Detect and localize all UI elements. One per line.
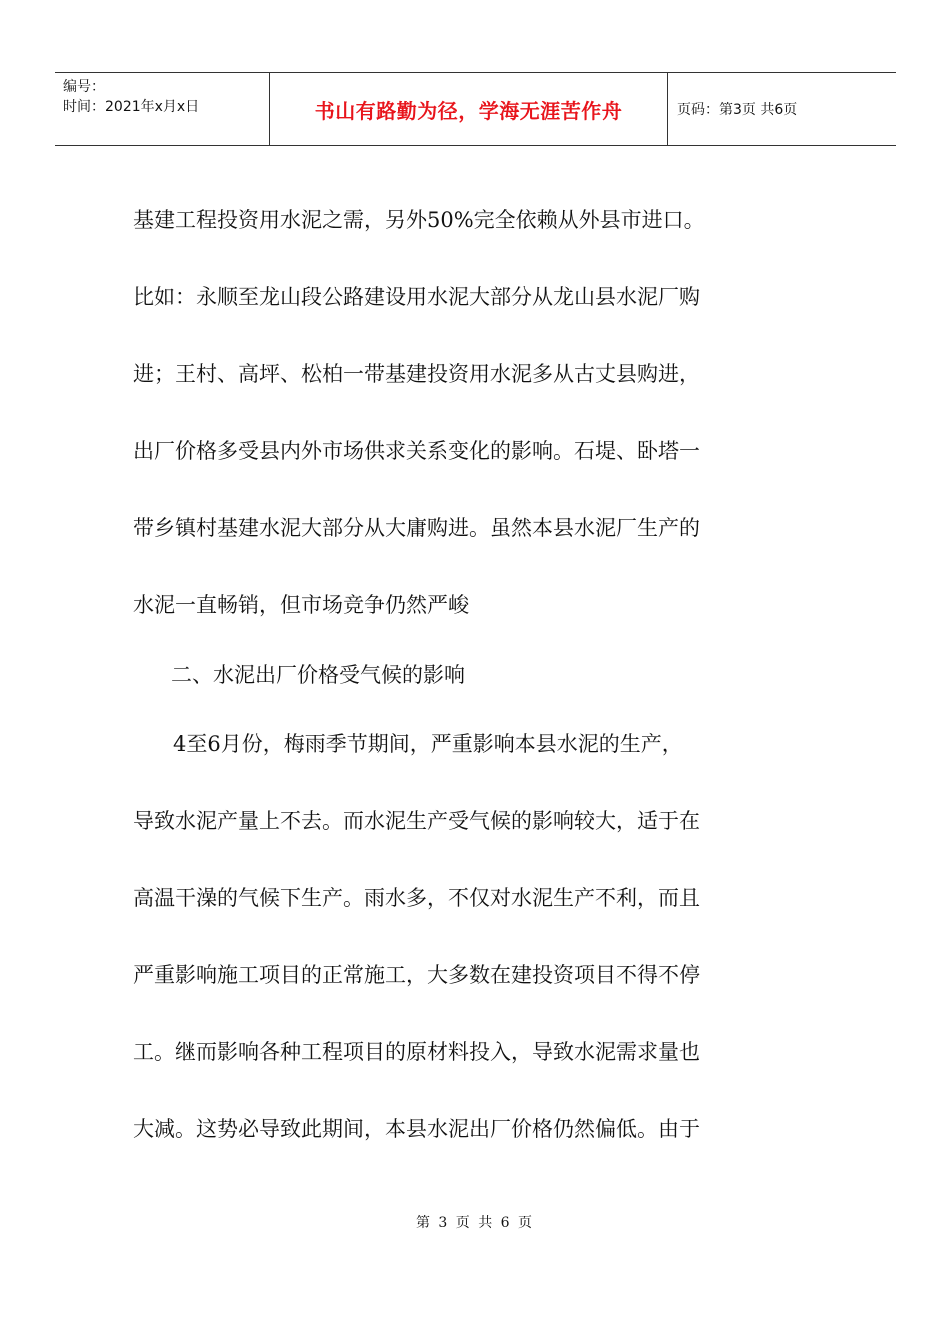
- page-footer: 第 3 页 共 6 页: [415, 1215, 535, 1231]
- body-line: 进；王村、高坪、松柏一带基建投资用水泥多从古丈县购进，: [133, 362, 700, 386]
- body-line: 水泥一直畅销，但市场竞争仍然严峻: [133, 593, 469, 617]
- section-heading: 二、水泥出厂价格受气候的影响: [171, 663, 465, 687]
- body-line: 工。继而影响各种工程项目的原材料投入，导致水泥需求量也: [133, 1040, 700, 1064]
- body-line: 出厂价格多受县内外市场供求关系变化的影响。石堤、卧塔一: [133, 439, 700, 463]
- header-page-label: 页码：第3页 共6页: [677, 102, 798, 118]
- document-body: [133, 182, 783, 1168]
- body-line: 大减。这势必导致此期间，本县水泥出厂价格仍然偏低。由于: [133, 1117, 700, 1141]
- time-label: 时间：2021年x月x日: [63, 99, 200, 115]
- body-line: 严重影响施工项目的正常施工，大多数在建投资项目不得不停: [133, 963, 700, 987]
- header-motto: 书山有路勤为径，学海无涯苦作舟: [314, 98, 623, 123]
- header-divider: [667, 73, 668, 145]
- number-label: 编号：: [63, 79, 105, 95]
- body-line: 带乡镇村基建水泥大部分从大庸购进。虽然本县水泥厂生产的: [133, 516, 700, 540]
- body-line: 4至6月份，梅雨季节期间，严重影响本县水泥的生产，: [173, 732, 683, 756]
- body-line: 导致水泥产量上不去。而水泥生产受气候的影响较大，适于在: [133, 809, 700, 833]
- body-line: 高温干澡的气候下生产。雨水多，不仅对水泥生产不利，而且: [133, 886, 700, 910]
- body-line: 比如：永顺至龙山段公路建设用水泥大部分从龙山县水泥厂购: [133, 285, 700, 309]
- header-meta: [63, 77, 199, 117]
- body-line: 基建工程投资用水泥之需，另外50%完全依赖从外县市进口。: [133, 208, 705, 232]
- document-header: [55, 72, 896, 146]
